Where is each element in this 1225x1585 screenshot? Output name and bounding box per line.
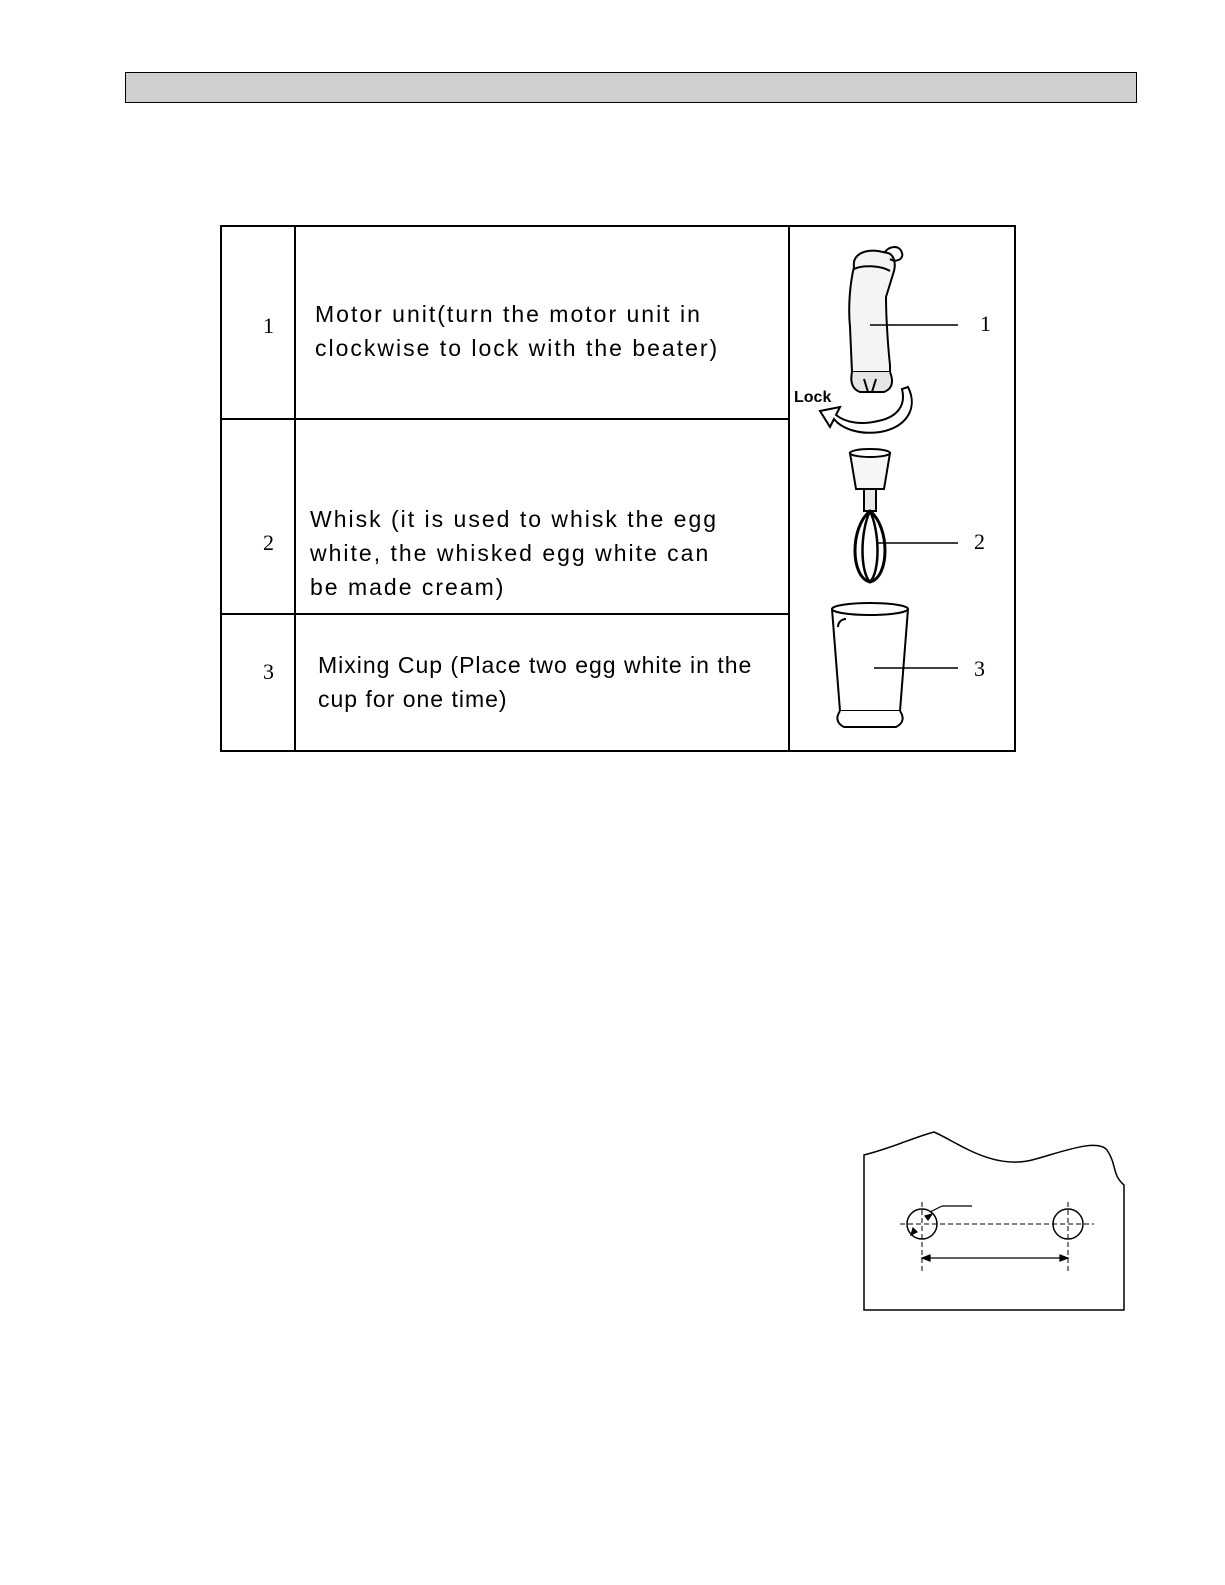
- whisk-drawing: [850, 449, 890, 582]
- column-divider: [294, 227, 296, 750]
- parts-table: [220, 225, 1016, 752]
- part-number-1: 1: [263, 313, 274, 338]
- torn-panel-outline: [864, 1132, 1124, 1310]
- section-header-bar: [125, 72, 1137, 103]
- blender-assembly-illustration: [790, 227, 1016, 750]
- lock-arrow-icon: [820, 387, 912, 433]
- mixing-cup-drawing: [832, 603, 908, 727]
- lock-label: Lock: [794, 389, 832, 406]
- row-divider: [222, 613, 788, 615]
- callout-3: 3: [974, 656, 985, 681]
- callout-1: 1: [980, 311, 991, 336]
- part-description-3: Mixing Cup (Place two egg white in the cup for one time): [318, 652, 753, 712]
- mounting-holes-diagram: [862, 1130, 1128, 1312]
- motor-unit-drawing: [849, 247, 902, 392]
- leader-line: [930, 1206, 942, 1212]
- part-number-2: 2: [263, 530, 274, 555]
- part-description-1: Motor unit(turn the motor unit in clockwise to lock with the beater): [315, 301, 720, 361]
- part-description-2: Whisk (it is used to whisk the egg white, the whisked egg white can be made cream): [310, 506, 719, 600]
- callout-2: 2: [974, 529, 985, 554]
- row-divider: [222, 418, 788, 420]
- part-number-3: 3: [263, 659, 274, 684]
